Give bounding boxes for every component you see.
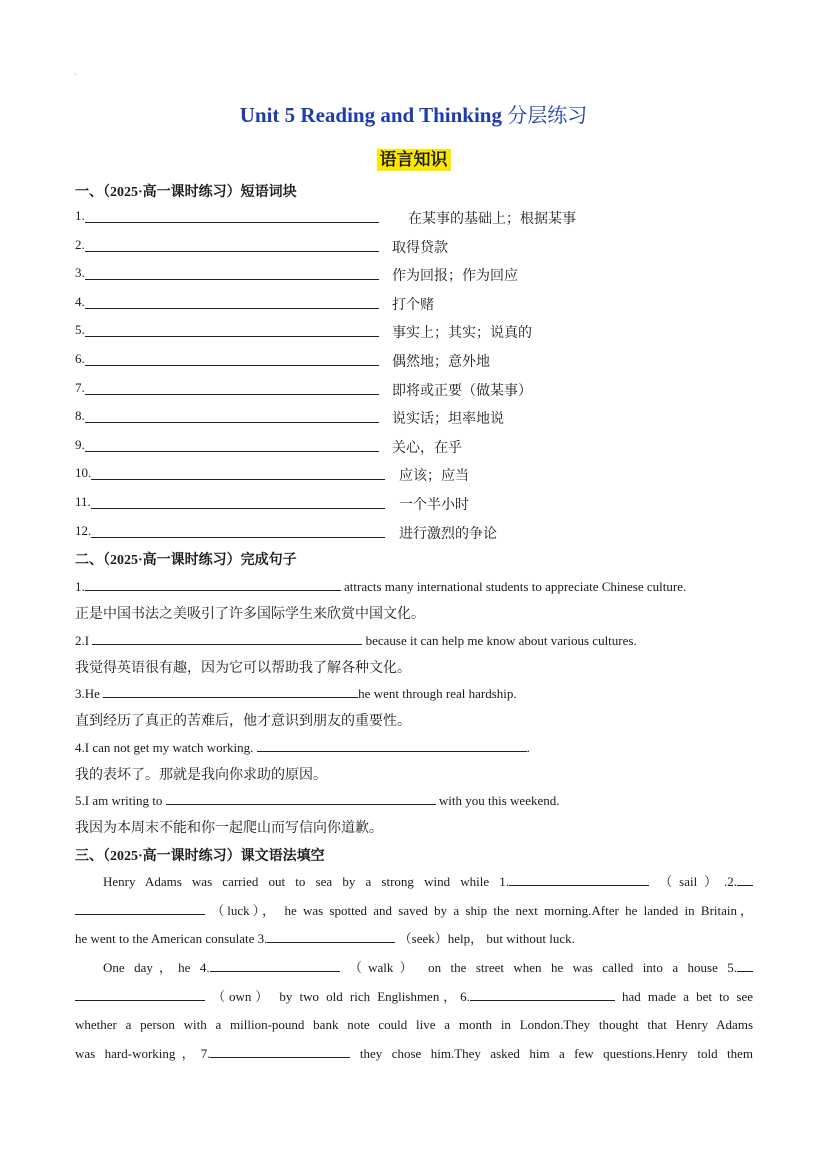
phrase-answer-line[interactable] bbox=[91, 508, 385, 509]
phrase-answer-line[interactable] bbox=[91, 479, 385, 480]
sentence-1: 1. attracts many international students to appreciate Chinese culture. bbox=[75, 579, 687, 594]
phrase-row bbox=[75, 380, 635, 400]
phrase-chinese-hint: 取得贷款 bbox=[392, 239, 448, 256]
phrase-number: 5. bbox=[75, 322, 85, 338]
cloze-blank-3[interactable] bbox=[267, 930, 395, 943]
sentence-2-translation: 我觉得英语很有趣，因为它可以帮助我了解各种文化。 bbox=[75, 660, 411, 676]
cloze-blank-1[interactable] bbox=[509, 873, 649, 886]
phrase-chinese-hint: 进行激烈的争论 bbox=[399, 525, 497, 542]
phrase-row bbox=[75, 408, 635, 428]
answer-blank[interactable] bbox=[166, 792, 436, 805]
phrase-answer-line[interactable] bbox=[85, 222, 379, 223]
cloze-paragraph-1: Henry Adams was carried out to sea by a strong wind while 1. （sail）.2. （luck）， he was spotted and saved by a ship the next morning.After he landed in Britain， he went to the American consulate 3. （seek）help， but without luck. bbox=[75, 874, 754, 946]
phrase-number: 9. bbox=[75, 436, 85, 452]
phrase-row bbox=[75, 208, 635, 228]
cloze-blank-5-cont[interactable] bbox=[75, 988, 205, 1001]
phrase-chinese-hint: 事实上；其实；说真的 bbox=[392, 325, 532, 342]
phrase-chinese-hint: 关心，在乎 bbox=[392, 439, 462, 456]
phrase-number: 6. bbox=[75, 351, 85, 366]
sentence-5-translation: 我因为本周末不能和你一起爬山而写信向你道歉。 bbox=[75, 820, 383, 836]
phrase-chinese-hint: 应该；应当 bbox=[399, 468, 469, 485]
phrase-chinese-hint: 在某事的基础上；根据某事 bbox=[408, 211, 576, 227]
section-1-heading: 一、（2025·高一课时练习）短语词块 bbox=[75, 184, 297, 200]
cloze-blank-2-cont[interactable] bbox=[75, 902, 205, 915]
cloze-paragraph-2: One day，he 4. （walk） on the street when he was called into a house 5. （own） by two old rich Englishmen，6. had made a bet to see whether a person with a million-pound bank note could live a month in London.They thought that Henry Adams was hard-working，7. they chose him.They asked him a few questions.Henry told them bbox=[75, 960, 753, 1061]
answer-blank[interactable] bbox=[103, 685, 358, 698]
phrase-row bbox=[75, 351, 635, 371]
phrase-row bbox=[75, 494, 635, 514]
title-chinese: 分层练习 bbox=[507, 103, 588, 127]
answer-blank[interactable] bbox=[85, 578, 341, 591]
phrase-row bbox=[75, 265, 635, 285]
phrase-chinese-hint: 一个半小时 bbox=[399, 497, 469, 513]
phrase-answer-line[interactable] bbox=[85, 308, 379, 309]
phrase-row bbox=[75, 465, 635, 485]
phrase-answer-line[interactable] bbox=[85, 451, 379, 452]
sentence-5: 5.I am writing to with you this weekend. bbox=[75, 793, 560, 808]
phrase-answer-line[interactable] bbox=[85, 251, 379, 252]
section-heading-language-knowledge: 语言知识 bbox=[0, 145, 827, 170]
sentence-1-translation: 正是中国书法之美吸引了许多国际学生来欣赏中国文化。 bbox=[75, 606, 425, 622]
phrase-row bbox=[75, 294, 635, 314]
phrase-number: 12. bbox=[75, 522, 92, 538]
cloze-blank-4[interactable] bbox=[210, 959, 340, 972]
section-2-heading: 二、（2025·高一课时练习）完成句子 bbox=[75, 552, 297, 568]
phrase-row bbox=[75, 322, 635, 342]
phrase-answer-line[interactable] bbox=[91, 537, 385, 538]
phrase-answer-line[interactable] bbox=[85, 279, 379, 280]
phrase-chinese-hint: 说实话；坦率地说 bbox=[392, 411, 504, 428]
cloze-blank-2[interactable] bbox=[737, 873, 753, 886]
sentence-4: 4.I can not get my watch working. . bbox=[75, 740, 530, 755]
phrase-number: 3. bbox=[75, 265, 85, 281]
sentence-3-translation: 直到经历了真正的苦难后，他才意识到朋友的重要性。 bbox=[75, 713, 411, 729]
phrase-number: 8. bbox=[75, 408, 85, 424]
title-english: Unit 5 Reading and Thinking bbox=[239, 103, 502, 127]
cloze-blank-7[interactable] bbox=[210, 1045, 350, 1058]
sentence-3: 3.He he went through real hardship. bbox=[75, 686, 517, 701]
phrase-number: 1. bbox=[75, 208, 85, 223]
phrase-number: 10. bbox=[75, 465, 92, 481]
phrase-chinese-hint: 偶然地；意外地 bbox=[392, 354, 490, 370]
phrase-chinese-hint: 打个赌 bbox=[392, 296, 434, 313]
answer-blank[interactable] bbox=[92, 632, 362, 645]
phrase-number: 7. bbox=[75, 379, 85, 395]
phrase-number: 11. bbox=[75, 494, 91, 509]
phrase-row bbox=[75, 523, 635, 543]
phrase-chinese-hint: 作为回报；作为回应 bbox=[392, 268, 518, 285]
phrase-answer-line[interactable] bbox=[85, 422, 379, 423]
sentence-4-translation: 我的表坏了。那就是我向你求助的原因。 bbox=[75, 767, 327, 783]
sentence-2: 2.I because it can help me know about various cultures. bbox=[75, 633, 637, 648]
phrase-row bbox=[75, 437, 635, 457]
phrase-chinese-hint: 即将或正要（做某事） bbox=[392, 382, 532, 399]
phrase-row bbox=[75, 237, 635, 257]
answer-blank[interactable] bbox=[257, 739, 527, 752]
page-mark: · bbox=[74, 70, 77, 79]
cloze-blank-6[interactable] bbox=[470, 988, 615, 1001]
phrase-answer-line[interactable] bbox=[85, 336, 379, 337]
page-title bbox=[0, 99, 827, 128]
section-3-heading: 三、（2025·高一课时练习）课文语法填空 bbox=[75, 848, 325, 864]
phrase-answer-line[interactable] bbox=[85, 394, 379, 395]
phrase-number: 2. bbox=[75, 236, 85, 252]
phrase-answer-line[interactable] bbox=[85, 365, 379, 366]
phrase-number: 4. bbox=[75, 293, 85, 309]
cloze-blank-5[interactable] bbox=[737, 959, 753, 972]
